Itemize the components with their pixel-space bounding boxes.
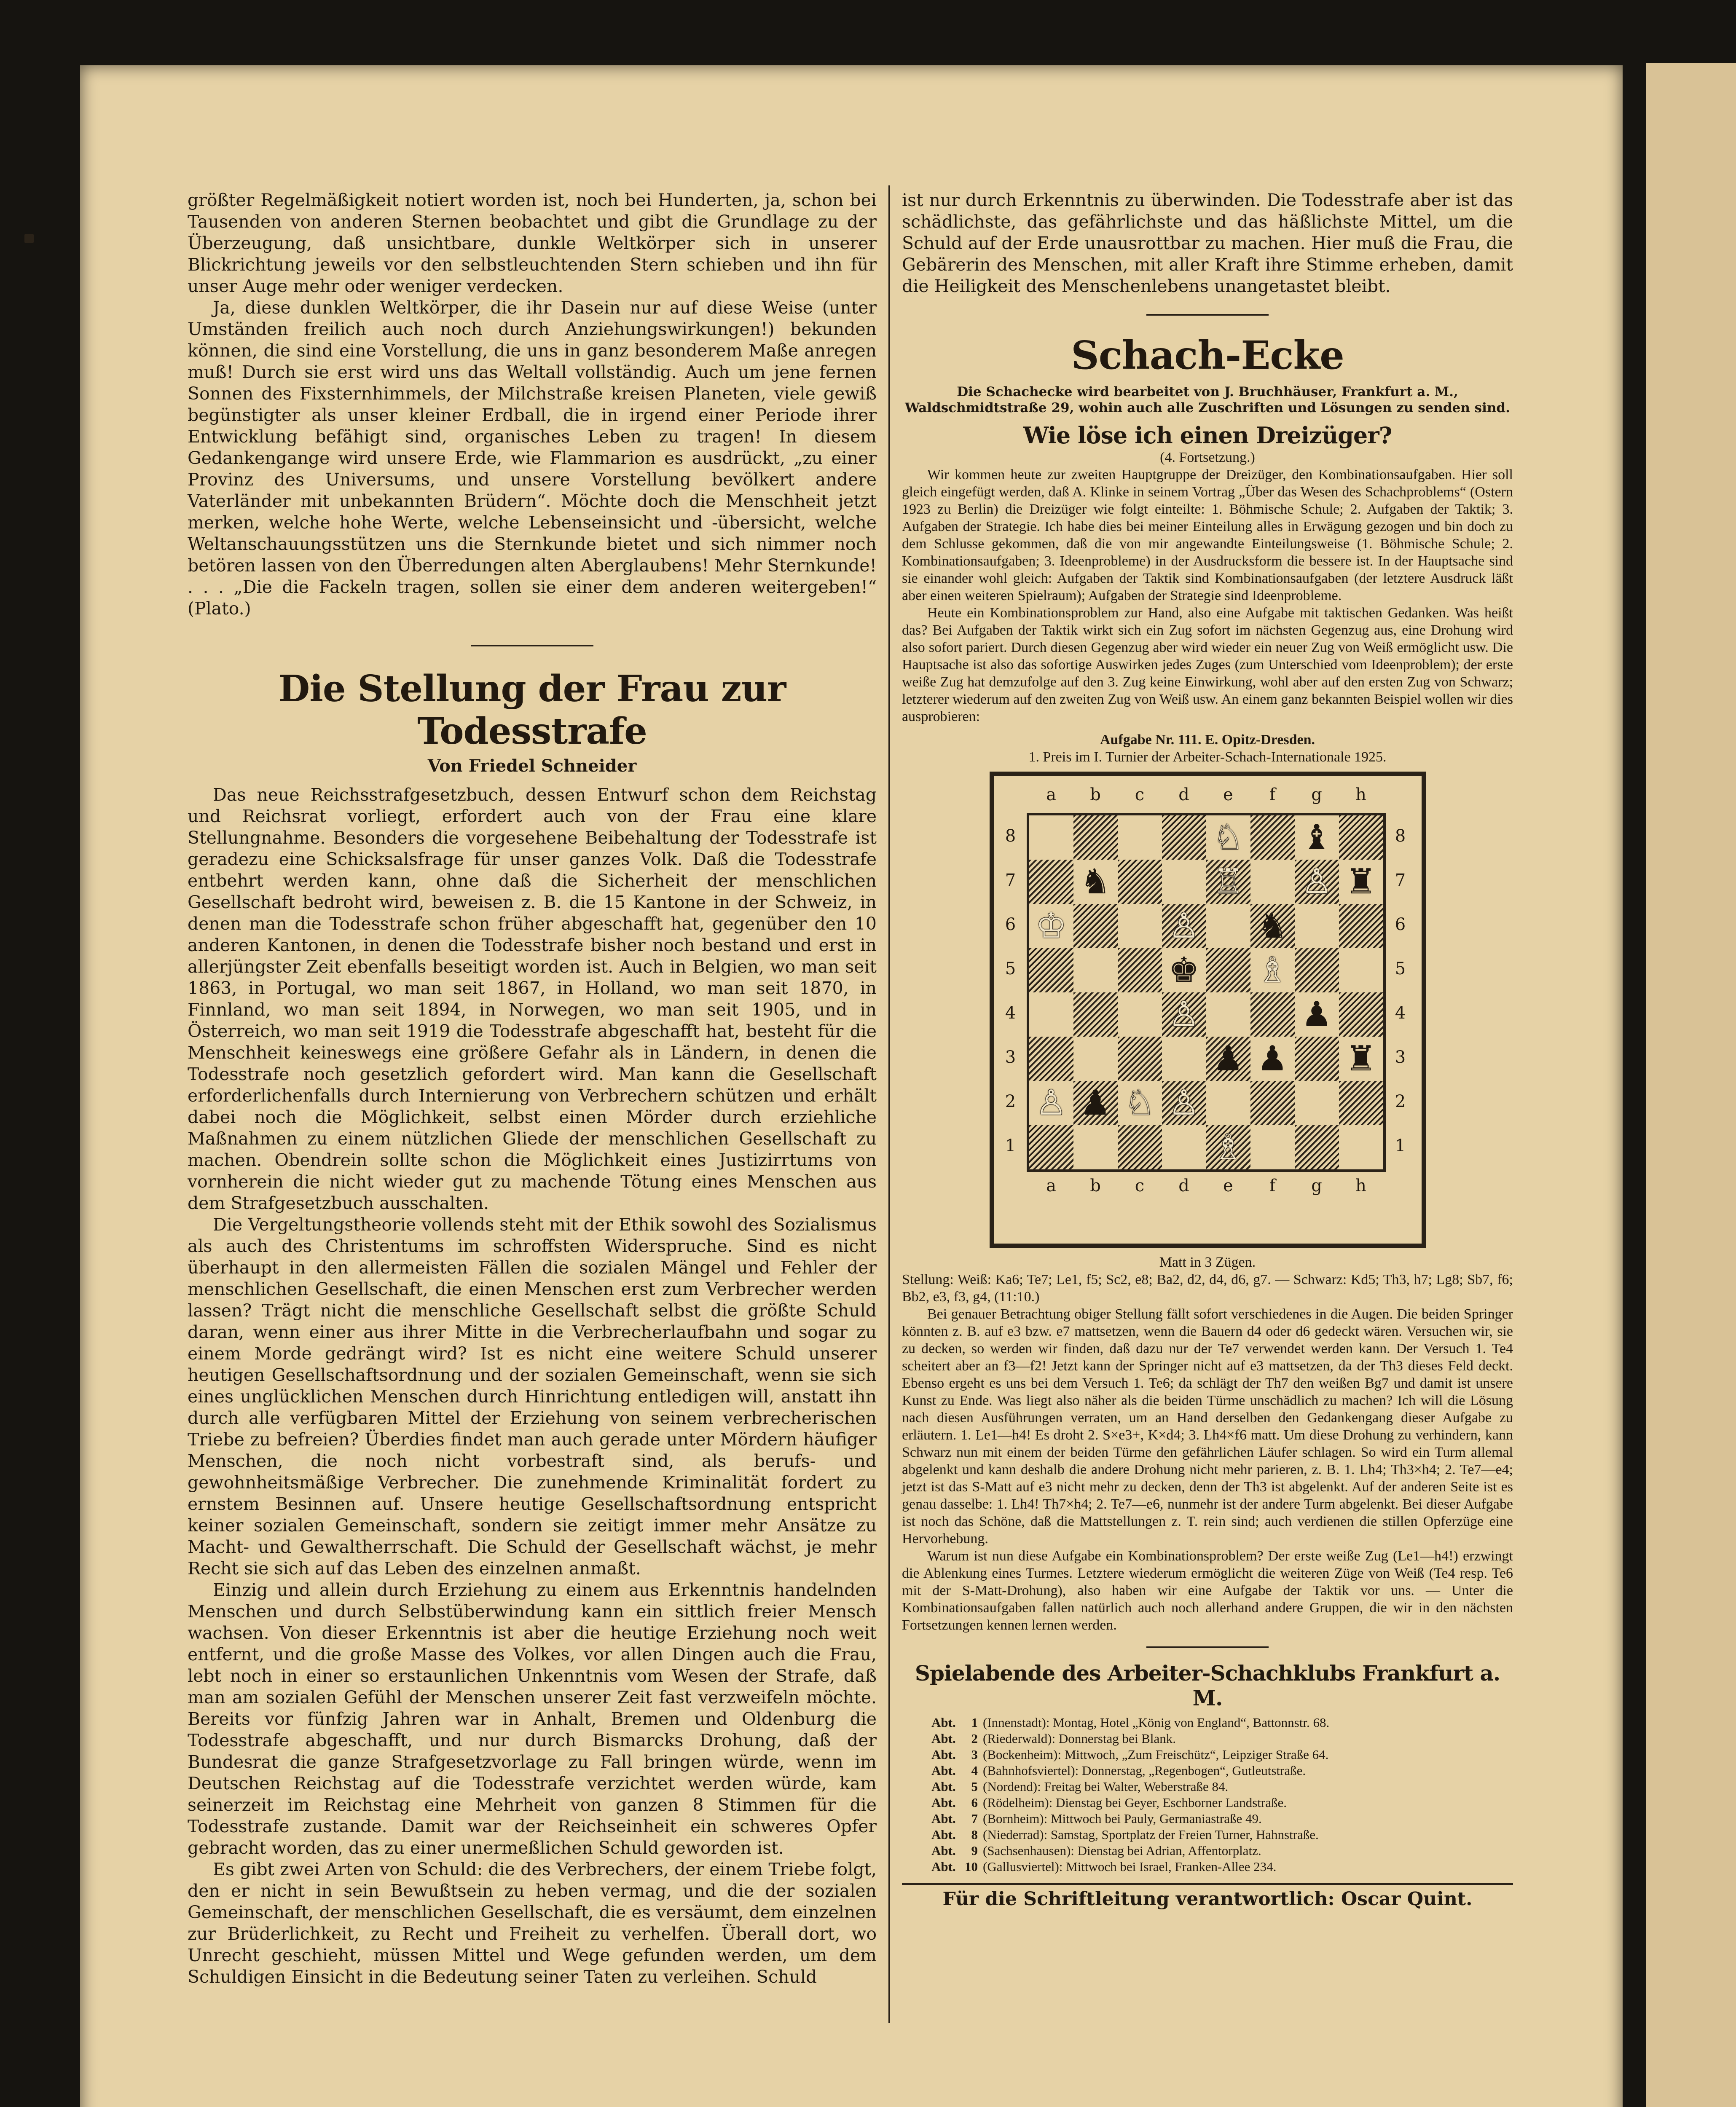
club-text: (Bockenheim): Mittwoch, „Zum Freischütz“, Leipziger Straße 64. (983, 1747, 1329, 1762)
board-square (1073, 948, 1118, 992)
club-entry (931, 1795, 1513, 1811)
rank-label: 5 (1395, 959, 1406, 978)
board-square (1118, 860, 1162, 904)
chess-piece-black-g4: ♟ (1301, 995, 1332, 1035)
chess-paragraph: Warum ist nun diese Aufgabe ein Kombinationsproblem? Der erste weiße Zug (Le1—h4!) erzwingt die Ablenkung eines Turmes. Letztere wiederum ermöglicht die weiteren Züge von Weiß (Te4 resp. Te6 mit der S-Matt-Drohung), also haben wir eine Aufgabe der Taktik vor uns. — Unter die Kombinationsaufgaben fallen natürlich auch noch allerhand andere Gruppen, die wir in den nächsten Fortsetzungen kennen lernen werden. (902, 1548, 1513, 1633)
file-label: h (1355, 785, 1366, 804)
rank-label: 4 (1005, 1003, 1016, 1023)
chess-piece-black-b7: ♞ (1080, 862, 1111, 902)
chess-editor-note: Die Schachecke wird bearbeitet von J. Bruchhäuser, Frankfurt a. M., Waldschmidtstraße 29, wohin auch alle Zuschriften und Lösungen zu senden sind. (905, 384, 1510, 416)
club-number: 1 (971, 1715, 978, 1730)
club-abt: Abt. (931, 1843, 956, 1858)
file-label: c (1135, 785, 1145, 804)
article-paragraph: Die Vergeltungstheorie vollends steht mit der Ethik sowohl des Sozialismus als auch des Christentums im schroffsten Widerspruche. Sind es nicht überhaupt in den allermeisten Fällen die sozialen Mängel und Fehler der menschlichen Gesellschaft, die einen Menschen erst zum Verbrecher werden lassen? Trägt nicht die menschliche Gesellschaft selbst die größte Schuld daran, wenn einer aus ihrer Mitte in die Verbrecherlaufbahn und sogar zu einem Morde gedrängt wird? Ist es nicht eine weitere Schuld unserer heutigen Gesellschaftsordnung und der sozialen Gemeinschaft, wenn sie sich eines unglücklichen Menschen durch Hinrichtung entledigen will, anstatt ihn durch alle verfügbaren Mittel der Erziehung von seinem verbrecherischen Triebe zu befreien? Überdies findet man auch gerade unter Mördern häufiger Menschen, die noch nicht vorbestraft sind, als berufs- und gewohnheitsmäßige Verbrecher. Die zunehmende Kriminalität fordert zu ernstem Besinnen auf. Unsere heutige Gesellschaftsordnung entspricht keiner sozialen Gemeinschaft, sondern sie zeitigt immer mehr Ansätze zu Macht- und Gewaltherrschaft. Die Schuld der Gesellschaft wächst, je mehr Recht sie sich auf das Leben des einzelnen anmaßt. (188, 1214, 877, 1579)
club-text: (Gallusviertel): Mittwoch bei Israel, Franken-Allee 234. (983, 1859, 1277, 1874)
club-entry (931, 1811, 1513, 1827)
problem-award: 1. Preis im I. Turnier der Arbeiter-Schach-Internationale 1925. (1028, 749, 1387, 765)
chess-piece-black-f3: ♟ (1257, 1039, 1288, 1079)
club-text: (Bornheim): Mittwoch bei Pauly, Germaniastraße 49. (983, 1811, 1262, 1826)
club-text: (Riederwald): Donnerstag bei Blank. (983, 1731, 1176, 1746)
section-divider (471, 645, 593, 646)
board-square (1250, 860, 1295, 904)
article-byline: Von Friedel Schneider (427, 756, 637, 776)
rank-label: 2 (1005, 1092, 1016, 1111)
club-entry (931, 1763, 1513, 1779)
club-entry (931, 1843, 1513, 1859)
board-square (1295, 1081, 1339, 1125)
club-abt: Abt. (931, 1779, 956, 1794)
club-abt: Abt. (931, 1827, 956, 1842)
rank-label: 8 (1395, 826, 1406, 846)
board-square (1118, 1037, 1162, 1081)
board-square (1162, 860, 1206, 904)
board-square (1339, 948, 1383, 992)
board-square (1029, 1125, 1073, 1169)
chess-board-squares (1027, 813, 1386, 1172)
board-square (1073, 904, 1118, 948)
club-number: 5 (971, 1779, 978, 1794)
club-number: 8 (971, 1827, 978, 1842)
chess-part: (4. Fortsetzung.) (1160, 450, 1255, 465)
board-square (1162, 815, 1206, 860)
club-abt: Abt. (931, 1763, 956, 1778)
chess-piece-black-h3: ♜ (1345, 1039, 1376, 1079)
board-square (1206, 904, 1250, 948)
left-column (188, 190, 877, 1988)
board-square (1339, 904, 1383, 948)
file-label: g (1311, 785, 1322, 804)
club-number: 6 (971, 1795, 978, 1810)
rank-label: 2 (1395, 1092, 1406, 1111)
board-square (1118, 948, 1162, 992)
rank-label: 8 (1005, 826, 1016, 846)
board-square (1162, 1125, 1206, 1169)
board-square (1029, 815, 1073, 860)
board-square (1339, 1081, 1383, 1125)
board-square (1295, 1125, 1339, 1169)
club-text: (Rödelheim): Dienstag bei Geyer, Eschborner Landstraße. (983, 1795, 1287, 1810)
club-entry (931, 1731, 1513, 1747)
club-entry (931, 1715, 1513, 1731)
column-rule (888, 185, 890, 2023)
rank-label: 4 (1395, 1003, 1406, 1023)
chess-subtitle: Wie löse ich einen Dreizüger? (1023, 422, 1392, 449)
file-label: g (1311, 1176, 1322, 1196)
board-square (1073, 1125, 1118, 1169)
right-column (902, 190, 1513, 1910)
file-label: d (1178, 785, 1189, 804)
file-label: d (1178, 1176, 1189, 1196)
board-square (1162, 1037, 1206, 1081)
club-abt: Abt. (931, 1731, 956, 1746)
chess-piece-black-e3: ♟ (1213, 1039, 1244, 1079)
file-label: a (1046, 785, 1056, 804)
rank-label: 1 (1395, 1136, 1406, 1155)
continuation-paragraph: ist nur durch Erkenntnis zu überwinden. Die Todesstrafe aber ist das schädlichste, das gefährlichste und das häßlichste Mittel, um die Schuld auf der Erde unausrottbar zu machen. Hier muß die Frau, die Gebärerin des Menschen, mit aller Kraft ihre Stimme erheben, damit die Heiligkeit des Menschenlebens unangetastet bleibt. (902, 190, 1513, 296)
position-text: Stellung: Weiß: Ka6; Te7; Le1, f5; Sc2, e8; Ba2, d2, d4, d6, g7. — Schwarz: Kd5; Th3, h7; Lg8; Sb7, f6; Bb2, e3, f3, g4, (11:10.) (902, 1272, 1513, 1305)
club-abt: Abt. (931, 1859, 956, 1874)
article-paragraph: Es gibt zwei Arten von Schuld: die des Verbrechers, der einem Triebe folgt, den er nicht in sein Bewußtsein zu heben vermag, und die der sozialen Gemeinschaft, der menschlichen Gesellschaft, die es versäumt, dem einzelnen zur Brüderlichkeit, zu Recht und Freiheit zu verhelfen. Überall dort, wo Unrecht geschieht, müssen Mittel und Wege gefunden werden, um dem Schuldigen Einsicht in die Bedeutung seiner Taten zu verleihen. Schuld (188, 1859, 877, 1987)
chess-piece-white-e8: ♘ (1213, 818, 1244, 858)
adjacent-page-edge (1646, 63, 1736, 2107)
chess-piece-black-b2: ♟ (1080, 1083, 1111, 1123)
club-abt: Abt. (931, 1747, 956, 1762)
chess-piece-white-f5: ♗ (1257, 950, 1288, 990)
club-entry (931, 1827, 1513, 1843)
board-square (1295, 948, 1339, 992)
club-text: (Bahnhofsviertel): Donnerstag, „Regenbogen“, Gutleutstraße. (983, 1763, 1306, 1778)
chess-piece-white-a6: ♔ (1036, 906, 1067, 946)
board-square (1073, 815, 1118, 860)
chess-piece-white-d6: ♙ (1168, 906, 1199, 946)
board-square (1029, 860, 1073, 904)
board-square (1073, 992, 1118, 1037)
board-square (1029, 948, 1073, 992)
chess-piece-black-h7: ♜ (1345, 862, 1376, 902)
file-label: b (1090, 785, 1101, 804)
binding-mark (24, 234, 34, 243)
board-square (1029, 992, 1073, 1037)
chess-piece-white-g7: ♙ (1301, 862, 1332, 902)
board-square (1339, 815, 1383, 860)
intro-paragraph: Ja, diese dunklen Weltkörper, die ihr Dasein nur auf diese Weise (unter Umständen freilich auch noch durch Anziehungswirkungen!) bekunden können, die sind eine Vorstellung, die uns in ganz besonderem Maße anregen muß! Durch sie erst wird uns das Weltall vollständig. Auch um jene fernen Sonnen des Fixsternhimmels, der Milchstraße kreisen Planeten, viele gewiß begünstigter als unser kleiner Erdball, die in irgend einer Periode ihrer Entwicklung befähigt sind, organisches Leben zu tragen! In diesem Gedankengange wird unsere Erde, wie Flammarion es ausdrückt, „zu einer Provinz des Universums, und unsere Vorstellung bevölkert andere Vaterländer mit unbekannten Brüdern“. Möchte doch die Menschheit jetzt merken, welche hohe Werte, welche Lebenseinsicht und -übersicht, welche Weltanschauungsstützen uns die Sternkunde bietet und sich nimmer noch betören lassen von den Überredungen alten Aberglaubens! Mehr Sternkunde! . . . „Die die Fackeln tragen, sollen sie einer dem anderen weitergeben!“ (Plato.) (188, 298, 877, 619)
section-divider (1146, 314, 1269, 316)
board-caption: Matt in 3 Zügen. (1159, 1255, 1256, 1270)
chess-board-diagram (990, 772, 1426, 1248)
intro-paragraph: größter Regelmäßigkeit notiert worden ist, noch bei Hunderten, ja, schon bei Tausenden von anderen Sternen beobachtet und gibt die Grundlage zu der Überzeugung, daß unsichtbare, dunkle Weltkörper sich in unserer Blickrichtung jeweils vor den selbstleuchtenden Stern schieben und ihn für unser Auge mehr oder weniger verdecken. (188, 190, 877, 296)
rank-label: 7 (1395, 871, 1406, 890)
file-label: a (1046, 1176, 1056, 1196)
rank-label: 6 (1395, 915, 1406, 934)
footer-credit: Für die Schriftleitung verantwortlich: Oscar Quint. (942, 1888, 1473, 1910)
file-label: h (1355, 1176, 1366, 1196)
board-square (1250, 815, 1295, 860)
board-square (1339, 1125, 1383, 1169)
club-text: (Innenstadt): Montag, Hotel „König von England“, Battonnstr. 68. (983, 1715, 1330, 1730)
club-abt: Abt. (931, 1795, 956, 1810)
board-square (1029, 1037, 1073, 1081)
chess-piece-black-g8: ♝ (1301, 818, 1332, 858)
file-label: f (1269, 785, 1276, 804)
club-abt: Abt. (931, 1811, 956, 1826)
problem-title: Aufgabe Nr. 111. E. Opitz-Dresden. (1100, 732, 1315, 748)
file-label: c (1135, 1176, 1145, 1196)
chess-piece-black-f6: ♞ (1257, 906, 1288, 946)
club-number: 9 (971, 1843, 978, 1858)
chess-piece-white-e7: ♖ (1213, 862, 1244, 902)
chess-piece-white-a2: ♙ (1036, 1083, 1067, 1123)
chess-piece-white-c2: ♘ (1124, 1083, 1155, 1123)
club-number: 7 (971, 1811, 978, 1826)
footer-rule (902, 1883, 1513, 1885)
club-number: 4 (971, 1763, 978, 1778)
clubs-list (931, 1715, 1513, 1875)
article-title: Die Stellung der Frau zur Todesstrafe (278, 667, 786, 753)
board-square (1206, 992, 1250, 1037)
article-paragraph: Einzig und allein durch Erziehung zu einem aus Erkenntnis handelnden Menschen und durch Selbstüberwindung kann ein sittlich freier Mensch wachsen. Von dieser Erkenntnis ist aber die heutige Erziehung noch weit entfernt, und die große Masse des Volkes, vor allen Dingen auch die Frau, lebt noch in einer so erstaunlichen Unkenntnis vom Wesen der Strafe, daß man am sozialen Gefühl der Menschen unserer Zeit fast verzweifeln möchte. Bereits vor fünfzig Jahren war in Anhalt, Bremen und Oldenburg die Todesstrafe abgeschafft, und nur durch Bismarcks Drohung, daß der Bundesrat die ganze Strafgesetzvorlage zu Fall bringen würde, wenn im Deutschen Reichstag auf die Todesstrafe verzichtet werden würde, kam seinerzeit im Reichstag eine Mehrheit von ganzen 8 Stimmen für die Todesstrafe zustande. Damit war der Reichseinheit ein schweres Opfer gebracht worden, das zu einer unermeßlichen Schuld geworden ist. (188, 1580, 877, 1858)
board-square (1118, 992, 1162, 1037)
board-square (1206, 948, 1250, 992)
rank-label: 1 (1005, 1136, 1016, 1155)
section-divider (1146, 1646, 1269, 1648)
board-square (1250, 1081, 1295, 1125)
chess-paragraph: Heute ein Kombinationsproblem zur Hand, also eine Aufgabe mit taktischen Gedanken. Was heißt das? Bei Aufgaben der Taktik wirkt sich ein Zug sofort im nächsten Gegenzug aus, eine Drohung wird also sofort pariert. Durch diesen Gegenzug aber wird wieder ein neuer Zug von Weiß ermöglicht usw. Die Hauptsache ist also das sofortige Auswirken jedes Zuges (zum Unterschied vom Ideenproblem); der erste weiße Zug hat demzufolge auf den 3. Zug keine Einwirkung, wohl aber auf den ersten Zug von Schwarz; letzterer wiederum auf den zweiten Zug von Weiß usw. An einem ganz bekannten Beispiel wollen wir dies ausprobieren: (902, 605, 1513, 724)
chess-corner-title: Schach-Ecke (1071, 332, 1344, 378)
board-square (1295, 1037, 1339, 1081)
file-label: f (1269, 1176, 1276, 1196)
file-label: b (1090, 1176, 1101, 1196)
club-number: 3 (971, 1747, 978, 1762)
board-square (1206, 1081, 1250, 1125)
rank-label: 6 (1005, 915, 1016, 934)
rank-label: 5 (1005, 959, 1016, 978)
chess-piece-white-d2: ♙ (1168, 1083, 1199, 1123)
club-abt: Abt. (931, 1715, 956, 1730)
board-square (1118, 1125, 1162, 1169)
board-square (1073, 1037, 1118, 1081)
rank-label: 7 (1005, 871, 1016, 890)
rank-label: 3 (1005, 1048, 1016, 1067)
board-square (1295, 904, 1339, 948)
chess-paragraph: Bei genauer Betrachtung obiger Stellung fällt sofort verschiedenes in die Augen. Die beiden Springer könnten z. B. auf e3 bzw. e7 mattsetzen, wenn die Bauern d4 oder d6 gedeckt wären. Versuchen wir, sie zu decken, so werden wir finden, daß dazu nur der Te7 verwendet werden kann. Der Versuch 1. Te4 scheitert aber an f3—f2! Jetzt kann der Springer nicht auf e3 mattsetzen, da der Th3 dieses Feld deckt. Ebenso ergeht es uns bei dem Versuch 1. Te6; da schlägt der Th7 den weißen Bg7 und damit ist unsere Kunst zu Ende. Was liegt also näher als die beiden Türme unschädlich zu machen? Ich will die Lösung nach diesen Ausführungen verraten, um an Hand derselben den Gedankengang dieser Aufgabe zu erläutern. 1. Le1—h4! Es droht 2. S×e3+, K×d4; 3. Lh4×f6 matt. Um diese Drohung zu verhindern, kann Schwarz nun mit einem der beiden Türme den gefährlichen Läufer schlagen. So wird ein Turm allemal abgelenkt und kann deshalb die andere Drohung nicht mehr parieren, z. B. 1. Lh4; Th3×h4; 2. Te7—e4; jetzt ist das S-Matt auf e3 nicht mehr zu decken, denn der Th3 ist abgelenkt. Auf der anderen Seite ist es genau dasselbe: 1. Lh4! Th7×h4; 2. Te7—e6, nunmehr ist der andere Turm abgelenkt. Bei dieser Aufgabe ist noch das Schöne, daß die Mattstellungen z. T. rein sind; auch verdienen die stillen Opferzüge eine Hervorhebung. (902, 1306, 1513, 1547)
rank-label: 3 (1395, 1048, 1406, 1067)
club-entry (931, 1859, 1513, 1875)
club-text: (Sachsenhausen): Dienstag bei Adrian, Affentorplatz. (983, 1843, 1261, 1858)
club-text: (Niederrad): Samstag, Sportplatz der Freien Turner, Hahnstraße. (983, 1827, 1319, 1842)
article-paragraph: Das neue Reichsstrafgesetzbuch, dessen Entwurf schon dem Reichstag und Reichsrat vorliegt, erfordert auch von der Frau eine klare Stellungnahme. Besonders die vorgesehene Beibehaltung der Todesstrafe ist geradezu eine Schicksalsfrage für unser ganzes Volk. Daß die Todesstrafe entbehrt werden kann, ohne daß die Sicherheit der menschlichen Gesellschaft bedroht wird, beweisen z. B. die 15 Kantone in der Schweiz, in denen man die Todesstrafe schon früher abgeschafft hat, gegenüber den 10 anderen Kantonen, in denen die Todesstrafe bisher noch bestand und erst in allerjüngster Zeit ebenfalls beseitigt worden ist. Auch in Belgien, wo man seit 1863, in Portugal, wo man seit 1867, in Holland, wo man seit 1870, in Finnland, wo man seit 1894, in Norwegen, wo man seit 1905, und in Österreich, wo man seit 1919 die Todesstrafe abgeschafft hat, besteht für die Menschheit keineswegs eine größere Gefahr als in Ländern, in denen die Todesstrafe noch gesetzlich gefordert wird. Man kann die Gesellschaft erforderlichenfalls durch Internierung von Verbrechern schützen und erhält dabei noch die Möglichkeit, selbst einen Mörder durch erziehliche Maßnahmen zu einem nützlichen Gliede der menschlichen Gesellschaft zu machen. Obendrein sollte schon die Möglichkeit eines Justizirrtums von vornherein die nicht wieder gut zu machende Tötung eines Menschen aus dem Strafgesetzbuch ausschalten. (188, 785, 877, 1213)
board-square (1250, 1125, 1295, 1169)
file-label: e (1223, 785, 1233, 804)
chess-paragraph: Wir kommen heute zur zweiten Hauptgruppe der Dreizüger, den Kombinationsaufgaben. Hier soll gleich eingefügt werden, daß A. Klinke in seinem Vortrag „Über das Wesen des Schachproblems“ (Ostern 1923 zu Berlin) die Dreizüger wie folgt einteilte: 1. Böhmische Schule; 2. Aufgaben der Taktik; 3. Aufgaben der Strategie. Ich habe dies bei meiner Einteilung alles in Erwägung gezogen und bin doch zu dem Schlusse gekommen, daß die von mir angewandte Einteilungsweise (1. Böhmische Schule; 2. Kombinationsaufgaben; 3. Ideenprobleme) in der Ausdrucksform die bessere ist. In der Hauptsache sind sie einander wohl gleich: Aufgaben der Taktik sind Kombinationsaufgaben (der letztere Ausdruck läßt aber einen weiteren Spielraum); Aufgaben der Strategie sind Ideenprobleme. (902, 467, 1513, 603)
club-text: (Nordend): Freitag bei Walter, Weberstraße 84. (983, 1779, 1229, 1794)
club-entry (931, 1779, 1513, 1795)
chess-piece-black-d5: ♚ (1168, 950, 1199, 990)
chess-piece-white-e1: ♗ (1213, 1127, 1244, 1167)
club-number: 2 (971, 1731, 978, 1746)
clubs-title: Spielabende des Arbeiter-Schachklubs Frankfurt a. M. (915, 1661, 1500, 1710)
chess-piece-white-d4: ♙ (1168, 995, 1199, 1035)
file-label: e (1223, 1176, 1233, 1196)
club-entry (931, 1747, 1513, 1763)
board-square (1339, 992, 1383, 1037)
club-number: 10 (965, 1859, 978, 1874)
board-square (1250, 992, 1295, 1037)
board-square (1118, 815, 1162, 860)
board-square (1118, 904, 1162, 948)
